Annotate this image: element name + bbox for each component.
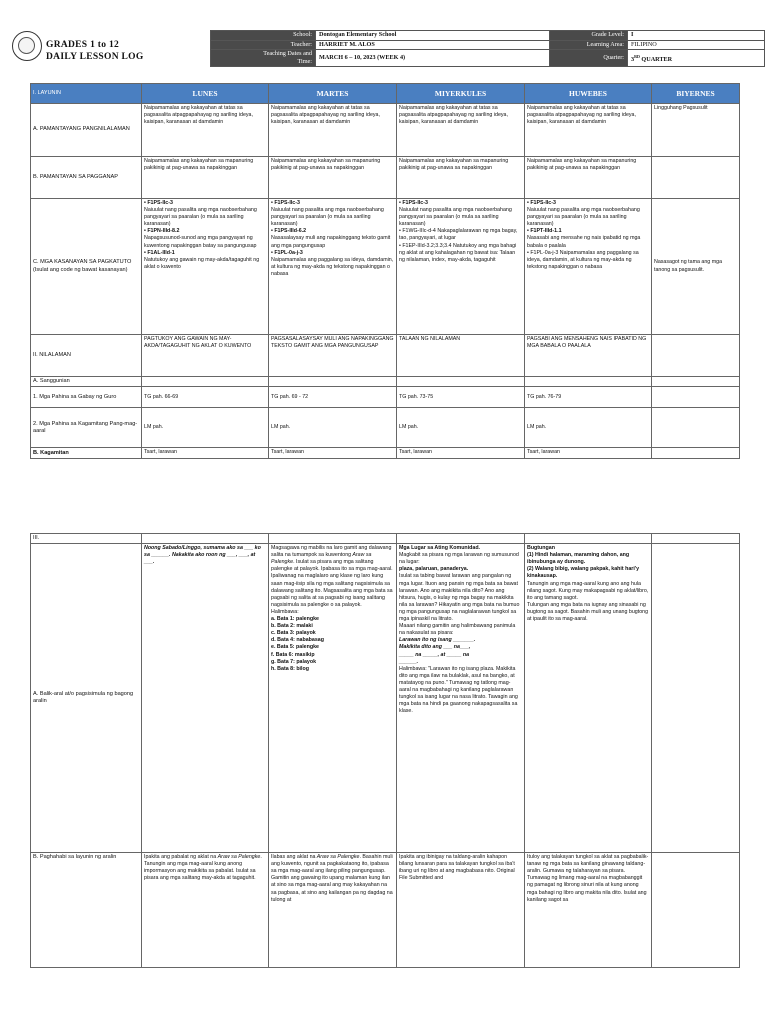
- cell-nilalaman-martes: PAGSASALASAYSAY MULI ANG NAPAKINGGANG TEKSTO GAMIT ANG MGA PANGUNGUSAP: [269, 335, 397, 377]
- cell-empty: [525, 377, 652, 387]
- title-dll: DAILY LESSON LOG: [46, 52, 144, 62]
- example-item: g. Bata 7: palayok: [271, 658, 317, 665]
- day-header-miyerkules: MIYERKULES: [397, 84, 525, 104]
- cell-gabay-huwebes: TG pah. 76-79: [525, 387, 652, 408]
- cell-b-huwebes: Naipamamalas ang kakayahan sa mapanuring pakikinig at pag-unawa sa napakinggan: [525, 157, 652, 199]
- cell-balik-lunes: [142, 544, 269, 853]
- cell-gabay-miyerkules: TG pah. 73-75: [397, 387, 525, 408]
- example-item: h. Bata 8: bilog: [271, 665, 309, 672]
- school-value: Dontogan Elementary School: [316, 31, 550, 41]
- competency-text: Naiuulat nang pasalita ang mga naobserbahang pangyayari sa paaralan (o mula sa sariling karanasan): [399, 207, 512, 228]
- cell-empty: [525, 534, 652, 544]
- grade-value: I: [628, 31, 765, 41]
- seal-center: [18, 37, 35, 54]
- cell-c-huwebes: [525, 199, 652, 335]
- cell-balik-huwebes: [525, 544, 652, 853]
- cell-c-miyerkules: [397, 199, 525, 335]
- quarter-num: 3: [631, 55, 635, 63]
- activity-text: Magkabit sa pisara ng mga larawan ng sumusunod na lugar:: [399, 552, 519, 566]
- cell-lm-huwebes: LM pah.: [525, 408, 652, 448]
- competency-code: • F1PS-IIId-6.2: [271, 228, 307, 235]
- cell-lm-miyerkules: LM pah.: [397, 408, 525, 448]
- competency-text: Nasasabi ang mensahe ng nais ipabatid ng mga babala o paalala: [527, 235, 641, 249]
- cell-empty: [652, 408, 740, 448]
- section-iii: III.: [31, 534, 142, 544]
- label-kasanayan-note: (Isulat ang code ng bawat kasanayan): [33, 266, 128, 273]
- activity-text-part: . Isulat sa pisara ang mga salitang palengke at palayok. Ipabasa ito sa mga mag-aaral. Ipaliwanag na maglalaro ang klase ng laro kung saan mag-iisip sila ng mga salitang nagsisimula sa dalawang salitang ito. Magsasalita ang mga bata sa pagsabi ng salita at sa pagsabi ng isang salitang nagsisimula sa palengke o sa palayok.: [271, 559, 393, 608]
- cell-a-miyerkules: Naipamamalas ang kakayahan at tatas sa pagsasalita atpagpapahayag ng sariling ideya, kaisipan, karanasan at damdamin: [397, 104, 525, 157]
- activity-text-part: Ilabas ang aklat na: [271, 854, 316, 861]
- cell-paghahabi-huwebes: Ituloy ang talakayan tungkol sa aklat sa pagbabalik-tanaw ng mga bata sa kanilang ginawang taldang-aralin. Gumawa ng talaharayan sa pisara. Tumawag ng limang mag-aaral na magbabanggit ng pamagat ng librong sinuri nila at kung anong mga bahagi ng libro ang makita nila dito. Isulat ang kanilang sagot sa: [525, 853, 652, 968]
- sentence-frame: _____ na _____, at _____ na: [399, 651, 470, 658]
- cell-empty: [397, 377, 525, 387]
- cell-empty: [652, 853, 740, 968]
- story-title: Araw sa Palengke: [217, 854, 261, 861]
- cell-empty: [652, 534, 740, 544]
- label-nilalaman: II. NILALAMAN: [31, 335, 142, 377]
- cell-nilalaman-lunes: PAGTUKOY ANG GAWAIN NG MAY-AKDA/TAGAGUHIT NG AKLAT O KUWENTO: [142, 335, 269, 377]
- cell-gabay-lunes: TG pah. 66-69: [142, 387, 269, 408]
- area-value: FILIPINO: [628, 40, 765, 50]
- competency-text: Naiuulat nang pasalita ang mga naobserbahang pangyayari sa paaralan (o mula sa sariling karanasan): [271, 207, 384, 228]
- title-grades: GRADES 1 to 12: [46, 40, 120, 50]
- grade-label: Grade Level:: [550, 31, 628, 41]
- area-label: Learning Area:: [550, 40, 628, 50]
- example-item: b. Bata 2: malaki: [271, 623, 313, 630]
- activity-title: Mga Lugar sa Ating Komunidad.: [399, 545, 481, 552]
- activity-text-part: . Basahin muli ang kuwento, ngunit sa pagkakataong ito, ipabasa sa mga mag-aaral ang ilang piling pangungusap. Gamitin ang gawaing ito upang malaman kung ilan at sino sa mga mag-aaral ang may kakayahan na sa pagbasa, at sino ang kailangan pa ng dagdag na tulong at: [271, 854, 393, 903]
- cell-c-martes: [269, 199, 397, 335]
- label-gabay-guro: 1. Mga Pahina sa Gabay ng Guro: [31, 387, 142, 408]
- activity-text: Tulungan ang mga bata na iugnay ang sinasabi ng bugtong sa sagot. Basahin muli ang unang bugtong at ipaulit ito sa mag-aaral.: [527, 601, 649, 623]
- cell-a-martes: Naipamamalas ang kakayahan at tatas sa pagsasalita atpagpapahayag ng sariling ideya, kaisipan, karanasan at damdamin: [269, 104, 397, 157]
- cell-paghahabi-martes: [269, 853, 397, 968]
- competency-code: • F1PS-IIc-3: [271, 200, 300, 206]
- activity-text: Tanungin ang mga mag-aaral kung ano ang hula nilang sagot. Kung may makapagsabi ng aklat/libro, ito ang tamang sagot.: [527, 580, 649, 601]
- school-label: School:: [211, 31, 316, 41]
- cell-a-lunes: Naipamamalas ang kakayahan at tatas sa pagsasalita atpagpapahayag ng sariling ideya, kaisipan, karanasan at damdamin: [142, 104, 269, 157]
- competency-text: Nasasalaysay muli ang napakinggang teksto gamit ang mga pangungusap: [271, 235, 391, 249]
- cell-kagamitan-lunes: Tsart, larawan: [142, 448, 269, 459]
- competency-code: • F1PS-IIc-3: [144, 200, 173, 206]
- activity-text: Halimbawa: "Larawan ito ng isang plaza. Makikita dito ang mga ilaw na bulaklak, asul na bangko, at matatayog na puno." Tumawag ng tatlong mag-aaral na magbabahagi ng kanilang paglalarawan tungkol sa isang lugar na nasa litrato. Tawagin ang mga bata na hindi pa gaanong nakapagsasalita sa klase.: [399, 665, 518, 715]
- riddle: (2) Walang bibig, walang pakpak, kahit hari'y kinakausap.: [527, 566, 640, 580]
- activity-text-part: . Tanungin ang mga mag-aaral kung anong impormasyon ang makikita sa pabalat. Isulat sa pisara ang mga salitang may-akda at tagaguhit.: [144, 854, 262, 882]
- day-header-martes: MARTES: [269, 84, 397, 104]
- cell-balik-martes: [269, 544, 397, 853]
- activity-title: Bugtungan: [527, 545, 555, 552]
- competency-text: Naipamamalas ang paggalang sa ideya, damdamin, at kultura ng may-akda ng tekstong napakinggan o nabasa: [271, 256, 394, 277]
- cell-empty: [652, 377, 740, 387]
- cell-lm-lunes: LM pah.: [142, 408, 269, 448]
- cell-kagamitan-huwebes: Tsart, larawan: [525, 448, 652, 459]
- competency-text: Naiuulat nang pasalita ang mga naobserbahang pangyayari sa paaralan (o mula sa sariling karanasan): [527, 207, 640, 228]
- label-balik-aral: A. Balik-aral at/o pagsisimula ng bagong aralin: [31, 544, 142, 853]
- riddle: (1) Hindi halaman, maraming dahon, ang ibinubunga ay dunong.: [527, 552, 630, 566]
- dates-label-line2: Time:: [297, 58, 312, 66]
- competency-text: Natutukoy ang gawain ng may-akda/tagaguhit ng aklat o kuwento: [144, 256, 260, 270]
- competency-code: • F1PT-IIId-1.1: [527, 228, 562, 235]
- label-kagamitan: B. Kagamitan: [31, 448, 142, 459]
- sentence-frame: Larawan ito ng isang _______.: [399, 637, 476, 644]
- teacher-value: HARRIET M. ALOS: [316, 40, 550, 50]
- competency-text: Naiuulat nang pasalita ang mga naobserbahang pangyayari sa paaralan (o mula sa sariling karanasan): [144, 207, 257, 228]
- activity-text-part: Magsagawa ng mabilis na laro gamit ang dalawang salita na tumampok sa kuwentong: [271, 545, 392, 559]
- activity-text: plaza, palaruan, panaderya.: [399, 566, 469, 573]
- cell-empty: [652, 448, 740, 459]
- story-title: Araw sa Palengke: [315, 854, 360, 861]
- competency-code: • F1PL-0a-j-3: [271, 249, 303, 256]
- cell-nilalaman-huwebes: PAGSABI ANG MENSAHENG NAIS IPABATID NG MGA BABALA O PAALALA: [525, 335, 652, 377]
- cell-kagamitan-miyerkules: Tsart, larawan: [397, 448, 525, 459]
- activity-text: Maaari nilang gamitin ang halimbawang panimula na nakasulat sa pisara:: [399, 623, 516, 637]
- quarter-sup: RD: [634, 53, 640, 59]
- cell-b-miyerkules: Naipamamalas ang kakayahan sa mapanuring pakikinig at pag-unawa sa napakinggan: [397, 157, 525, 199]
- cell-empty: [269, 377, 397, 387]
- cell-kagamitan-martes: Tsart, larawan: [269, 448, 397, 459]
- procedures-table: [30, 533, 740, 968]
- story-title: Araw sa Palengke: [271, 552, 372, 566]
- cell-b-martes: Naipamamalas ang kakayahan sa mapanuring pakikinig at pag-unawa sa napakinggan: [269, 157, 397, 199]
- cell-empty: [142, 534, 269, 544]
- label-pamantayang-pangnilalaman: A. PAMANTAYANG PANGNILALAMAN: [31, 104, 142, 157]
- deped-seal-icon: [12, 31, 42, 61]
- activity-text: Noong Sabado/Linggo, sumama ako sa ___ ko sa ______. Nakakita ako roon ng ___, ___, at ___.: [144, 545, 261, 566]
- objectives-table: [30, 83, 740, 459]
- cell-nilalaman-miyerkules: TALAAN NG NILALAMAN: [397, 335, 525, 377]
- competency-text: • F1WG-IIIc-d-4 Nakapaglalarawan ng mga bagay, tao, pangyayari, at lugar: [399, 228, 518, 242]
- example-item: e. Bata 5: palengke: [271, 644, 319, 651]
- header-info-table: [210, 30, 765, 67]
- activity-text: [271, 545, 394, 609]
- cell-empty: [652, 544, 740, 853]
- cell-empty: [269, 534, 397, 544]
- competency-text: • F1PL-0a-j-3 Naipamamalas ang paggalang sa ideya, damdamin, at kultura ng may-akda ng tekstong napakinggan o nabasa: [527, 249, 639, 270]
- label-kasanayan: [31, 199, 142, 335]
- label-pamantayan-pagganap: B. PAMANTAYAN SA PAGGANAP: [31, 157, 142, 199]
- example-item: a. Bata 1: palengke: [271, 616, 319, 623]
- label-paghahabi: B. Paghahabi sa layunin ng aralin: [31, 853, 142, 968]
- cell-nilalaman-biyernes: [652, 335, 740, 377]
- dates-label-line1: Teaching Dates and: [263, 50, 312, 58]
- day-header-lunes: LUNES: [142, 84, 269, 104]
- cell-a-biyernes: Lingguhang Pagsusulit: [652, 104, 740, 157]
- cell-c-lunes: [142, 199, 269, 335]
- cell-gabay-martes: TG pah. 69 - 72: [269, 387, 397, 408]
- cell-paghahabi-lunes: [142, 853, 269, 968]
- cell-empty: [397, 534, 525, 544]
- competency-text: • F1EP-IIId-3.2;3.3;3.4 Natutukoy ang mga bahagi ng aklat at ang kahalagahan ng bawat isa: Talaan ng nilalaman, index, may-akda, tagaguhit: [399, 242, 517, 263]
- label-kasanayan-main: C. MGA KASANAYAN SA PAGKATUTO: [33, 259, 132, 266]
- quarter-text: QUARTER: [639, 55, 673, 63]
- example-label: Halimbawa:: [271, 608, 299, 615]
- competency-code: • F1PS-IIc-3: [399, 200, 428, 206]
- cell-lm-martes: LM pah.: [269, 408, 397, 448]
- example-item: c. Bata 3: palayok: [271, 630, 316, 637]
- activity-text: Isulat sa tabing bawat larawan ang pangalan ng mga lugar. Ituon ang pansin ng mga bata sa bawat larawan. Ano ang makikita nila dito? Ano ang hitsura, hugis, o kulay ng mga bagay na makikita nila sa larawan? Hikayatin ang mga bata na bumuo ng mga pangungusap na naglalarawan tungkol sa mga ipinaskil na litrato.: [399, 573, 520, 623]
- activity-text-part: Ipakita ang pabalat ng aklat na: [144, 854, 217, 861]
- day-header-biyernes: BIYERNES: [652, 84, 740, 104]
- example-item: f. Bata 6: masikip: [271, 651, 315, 658]
- teacher-label: Teacher:: [211, 40, 316, 50]
- label-sanggunian: A. Sanggunian: [31, 377, 142, 387]
- sentence-frame: Makikita dito ang ___ na___,: [399, 644, 471, 651]
- competency-text: Napagsusunod-sunod ang mga pangyayari ng kuwentong napakinggan batay sa pangungusap: [144, 235, 257, 249]
- quarter-label: Quarter:: [550, 50, 628, 67]
- example-item: d. Bata 4: nababasag: [271, 637, 324, 644]
- sentence-frame: ______.: [399, 658, 419, 665]
- label-kagamitang-pang: 2. Mga Pahina sa Kagamitang Pang-mag-aaral: [31, 408, 142, 448]
- competency-code: • F1AL-IIId-1: [144, 249, 175, 256]
- dates-label: [211, 50, 316, 67]
- dates-value: MARCH 6 – 10, 2023 (WEEK 4): [316, 50, 550, 67]
- quarter-value: [628, 50, 765, 67]
- cell-paghahabi-miyerkules: Ipakita ang ibinigay na taldang-aralin kahapon bilang lunsaran para sa talakayan tungkol sa iba't ibang uri ng libro at ang magbabasa nito. Original File Submitted and: [397, 853, 525, 968]
- day-header-huwebes: HUWEBES: [525, 84, 652, 104]
- cell-empty: [142, 377, 269, 387]
- cell-c-biyernes: Nasasagot ng tama ang mga tanong sa pagsusulit.: [652, 199, 740, 335]
- cell-balik-miyerkules: [397, 544, 525, 853]
- cell-b-biyernes: [652, 157, 740, 199]
- competency-code: • F1PS-IIc-3: [527, 200, 556, 206]
- cell-empty: [652, 387, 740, 408]
- cell-a-huwebes: Naipamamalas ang kakayahan at tatas sa pagsasalita atpagpapahayag ng sariling ideya, kaisipan, karanasan at damdamin: [525, 104, 652, 157]
- cell-b-lunes: Naipamamalas ang kakayahan sa mapanuring pakikinig at pag-unawa sa napakinggan: [142, 157, 269, 199]
- competency-code: • F1PN-IIId-8.2: [144, 228, 180, 235]
- section-layunin: I. LAYUNIN: [31, 84, 142, 104]
